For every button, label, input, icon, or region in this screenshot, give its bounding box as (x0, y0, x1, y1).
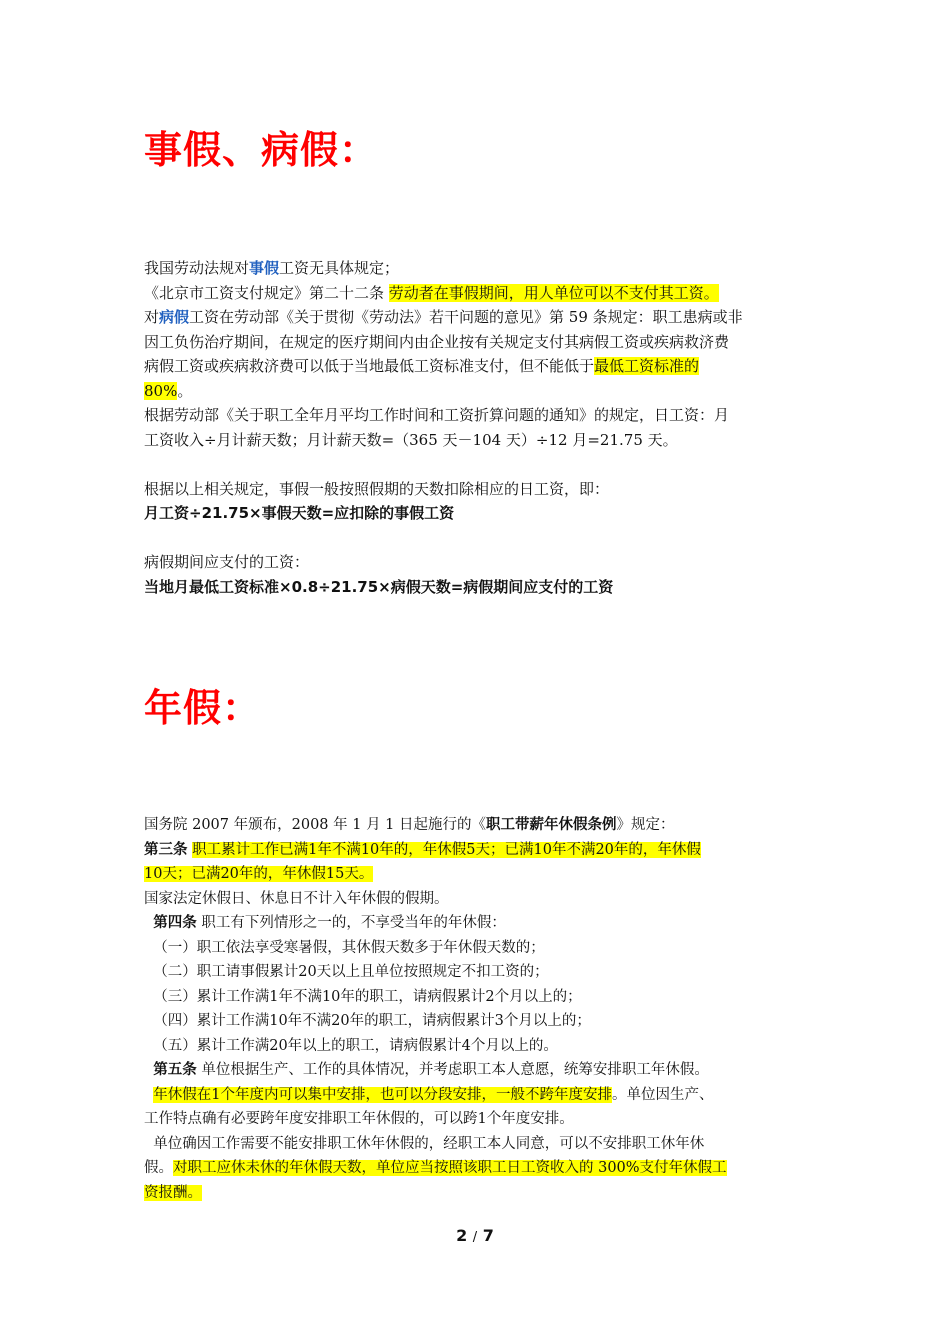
paragraph (144, 1181, 814, 1206)
formula-personal-leave: 月工资÷21.75×事假天数=应扣除的事假工资 (144, 504, 455, 522)
highlight: 资报酬。 (144, 1184, 202, 1201)
article-3-cont (144, 862, 814, 887)
paragraph: 对病假工资在劳动部《关于贯彻《劳动法》若干问题的意见》第 59 条规定：职工患病或非 (144, 308, 743, 326)
paragraph: 根据劳动部《关于职工全年月平均工作时间和工资折算问题的通知》的规定，日工资：月 (144, 406, 730, 424)
paragraph: 国家法定休假日、休息日不计入年休假的假期。 (144, 890, 449, 907)
highlight: 最低工资标准的 (594, 357, 700, 375)
page-number (0, 1226, 950, 1245)
paragraph: 我国劳动法规对事假工资无具体规定； (144, 259, 400, 277)
list-item: （五）累计工作满20年以上的职工，请病假累计4个月以上的。 (153, 1037, 558, 1054)
paragraph: 根据以上相关规定，事假一般按照假期的天数扣除相应的日工资，即： (144, 479, 610, 498)
current-page: 2 (456, 1226, 468, 1245)
paragraph: 工资收入÷月计薪天数；月计薪天数=（365 天－104 天）÷12 月=21.75 天。 (144, 430, 678, 449)
paragraph: 《北京市工资支付规定》第二十二条 劳动者在事假期间，用人单位可以不支付其工资。 (144, 283, 719, 302)
formula-sick-leave: 当地月最低工资标准×0.8÷21.75×病假天数=病假期间应支付的工资 (144, 577, 614, 596)
highlight: 10天；已满20年的，年休假15天。 (144, 866, 374, 882)
paragraph: 因工负伤治疗期间，在规定的医疗期间内由企业按有关规定支付其病假工资或疾病救济费 (144, 332, 730, 351)
total-pages: 7 (482, 1226, 494, 1245)
list-item: （一）职工依法享受寒暑假，其休假天数多于年休假天数的； (153, 939, 545, 956)
paragraph: 单位确因工作需要不能安排职工休年休假的，经职工本人同意，可以不安排职工休年休 (153, 1135, 705, 1152)
blank-line (144, 526, 814, 551)
list-item: （三）累计工作满1年不满10年的职工，请病假累计2个月以上的； (153, 988, 582, 1005)
highlight: 职工累计工作已满1年不满10年的，年休假5天；已满10年不满20年的，年休假 (192, 841, 701, 858)
heading-sick-leave: 事假、病假： (144, 128, 379, 172)
keyword-sick-leave: 病假 (159, 308, 190, 326)
sick-leave-body (144, 256, 814, 599)
paragraph: 假。对职工应休未休的年休假天数，单位应当按照该职工日工资收入的 300%支付年休假工 (144, 1160, 727, 1176)
list-item: （四）累计工作满10年不满20年的职工，请病假累计3个月以上的； (153, 1013, 591, 1029)
article-5: 第五条 单位根据生产、工作的具体情况，并考虑职工本人意愿，统筹安排职工年休假。 (153, 1062, 709, 1078)
paragraph: 国务院 2007 年颁布，2008 年 1 月 1 日起施行的《职工带薪年休假条例》规定： (144, 817, 675, 833)
highlight: 对职工应休未休的年休假天数，单位应当按照该职工日工资收入的 300%支付年休假工 (173, 1160, 727, 1176)
page-separator: / (472, 1230, 478, 1245)
highlight: 80% (144, 381, 178, 400)
blank-line (144, 452, 814, 477)
keyword-personal-leave: 事假 (249, 259, 280, 277)
paragraph: 病假期间应支付的工资： (144, 553, 310, 571)
paragraph: 病假工资或疾病救济费可以低于当地最低工资标准支付，但不能低于最低工资标准的 (144, 357, 700, 375)
article-3: 第三条 职工累计工作已满1年不满10年的，年休假5天；已满10年不满20年的，年休假 (144, 841, 701, 858)
list-item: （二）职工请事假累计20天以上且单位按照规定不扣工资的； (153, 964, 549, 980)
paragraph: 80%。 (144, 381, 193, 400)
highlight: 劳动者在事假期间，用人单位可以不支付其工资。 (388, 283, 719, 302)
annual-leave-body (144, 813, 814, 1205)
heading-annual-leave: 年假： (144, 686, 262, 730)
highlight: 年休假在1个年度内可以集中安排，也可以分段安排，一般不跨年度安排 (153, 1086, 612, 1103)
article-4: 第四条 职工有下列情形之一的，不享受当年的年休假： (153, 915, 506, 931)
paragraph: 年休假在1个年度内可以集中安排，也可以分段安排，一般不跨年度安排。单位因生产、 (153, 1086, 714, 1103)
paragraph: 工作特点确有必要跨年度安排职工年休假的，可以跨1个年度安排。 (144, 1111, 574, 1127)
